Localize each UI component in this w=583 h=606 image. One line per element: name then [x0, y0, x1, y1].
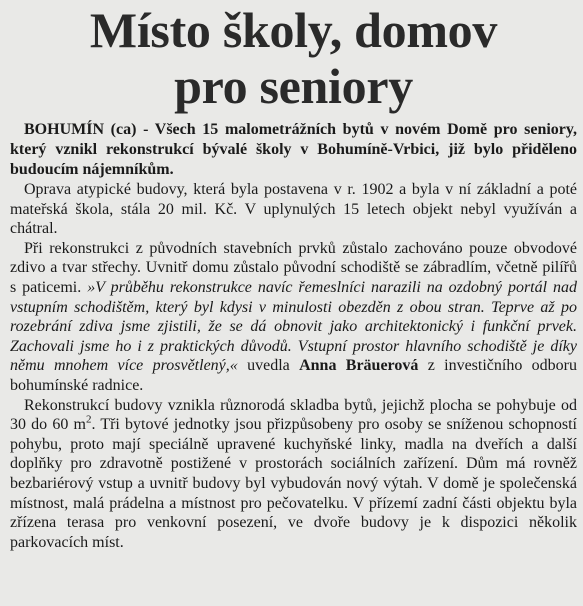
paragraph-2-text: Při rekonstrukci z původních stavebních prvků zůstalo zachováno pouze obvodové zdivo a tvar střechy. Uvnitř domu zůstalo původní schodiště se zábradlím, včetně pilířů s paticemi. — [10, 239, 577, 296]
article-headline — [10, 0, 577, 114]
paragraph-1: Oprava atypické budovy, která byla postavena v r. 1902 a byla v ní základní a poté mateřská škola, stála 20 mil. Kč. V uplynulých 15 letech objekt nebyl využíván a chátral. — [10, 181, 577, 238]
paragraph-2-quote: »V průběhu rekonstrukce navíc řemeslníci narazili na ozdobný portál nad vstupním schodištěm, který byl kdysi v minulosti obezděn z obou stran. Teprve až po rozebrání zdiva jsme zjistili, že se dá obnovit jako architektonický i funkční prvek. Zachovali jsme ho i z praktických důvodů. Vstupní prostor hlavního schodiště je díky němu mnohem více prosvětlený,« — [10, 278, 577, 375]
paragraph-3 — [10, 396, 577, 553]
paragraph-2 — [10, 239, 577, 396]
headline-line-2: pro seniory — [174, 58, 413, 114]
headline-line-1: Místo školy, domov — [89, 2, 498, 58]
paragraph-3-end: . Tři bytové jednotky jsou přizpůsobeny pro osoby se sníženou schopností pohybu, proto mají speciálně upravené kuchyňské linky, madla na dveřích a další doplňky pro zdravotně postižené v prostorách sociálních zařízení. Dům má rovněž bezbariérový vstup a uvnitř budovy byl vybudován nový výtah. V domě je společenská místnost, malá prádelna a místnost pro pečovatelku. V přízemí zadní části objektu byla zřízena terasa pro venkovní posezení, ve dvoře budovy je k dispozici několik parkovacích míst. — [10, 416, 577, 551]
paragraph-2-mid: uvedla — [237, 357, 300, 375]
quoted-person-name: Anna Bräuerová — [299, 357, 419, 375]
square-superscript: 2 — [85, 413, 92, 426]
article-lead: BOHUMÍN (ca) - Všech 15 malometrážních bytů v novém Domě pro seniory, který vznikl rekonstrukcí bývalé školy v Bohumíně-Vrbici, již bylo přiděleno budoucím nájemníkům. — [10, 121, 577, 178]
paragraph-3-start: Rekonstrukcí budovy vznikla různorodá skladba bytů, jejichž plocha se pohybuje od 30 do 60 m — [10, 396, 577, 434]
paragraph-2-end: z investičního odboru bohumínské radnice. — [10, 357, 578, 394]
